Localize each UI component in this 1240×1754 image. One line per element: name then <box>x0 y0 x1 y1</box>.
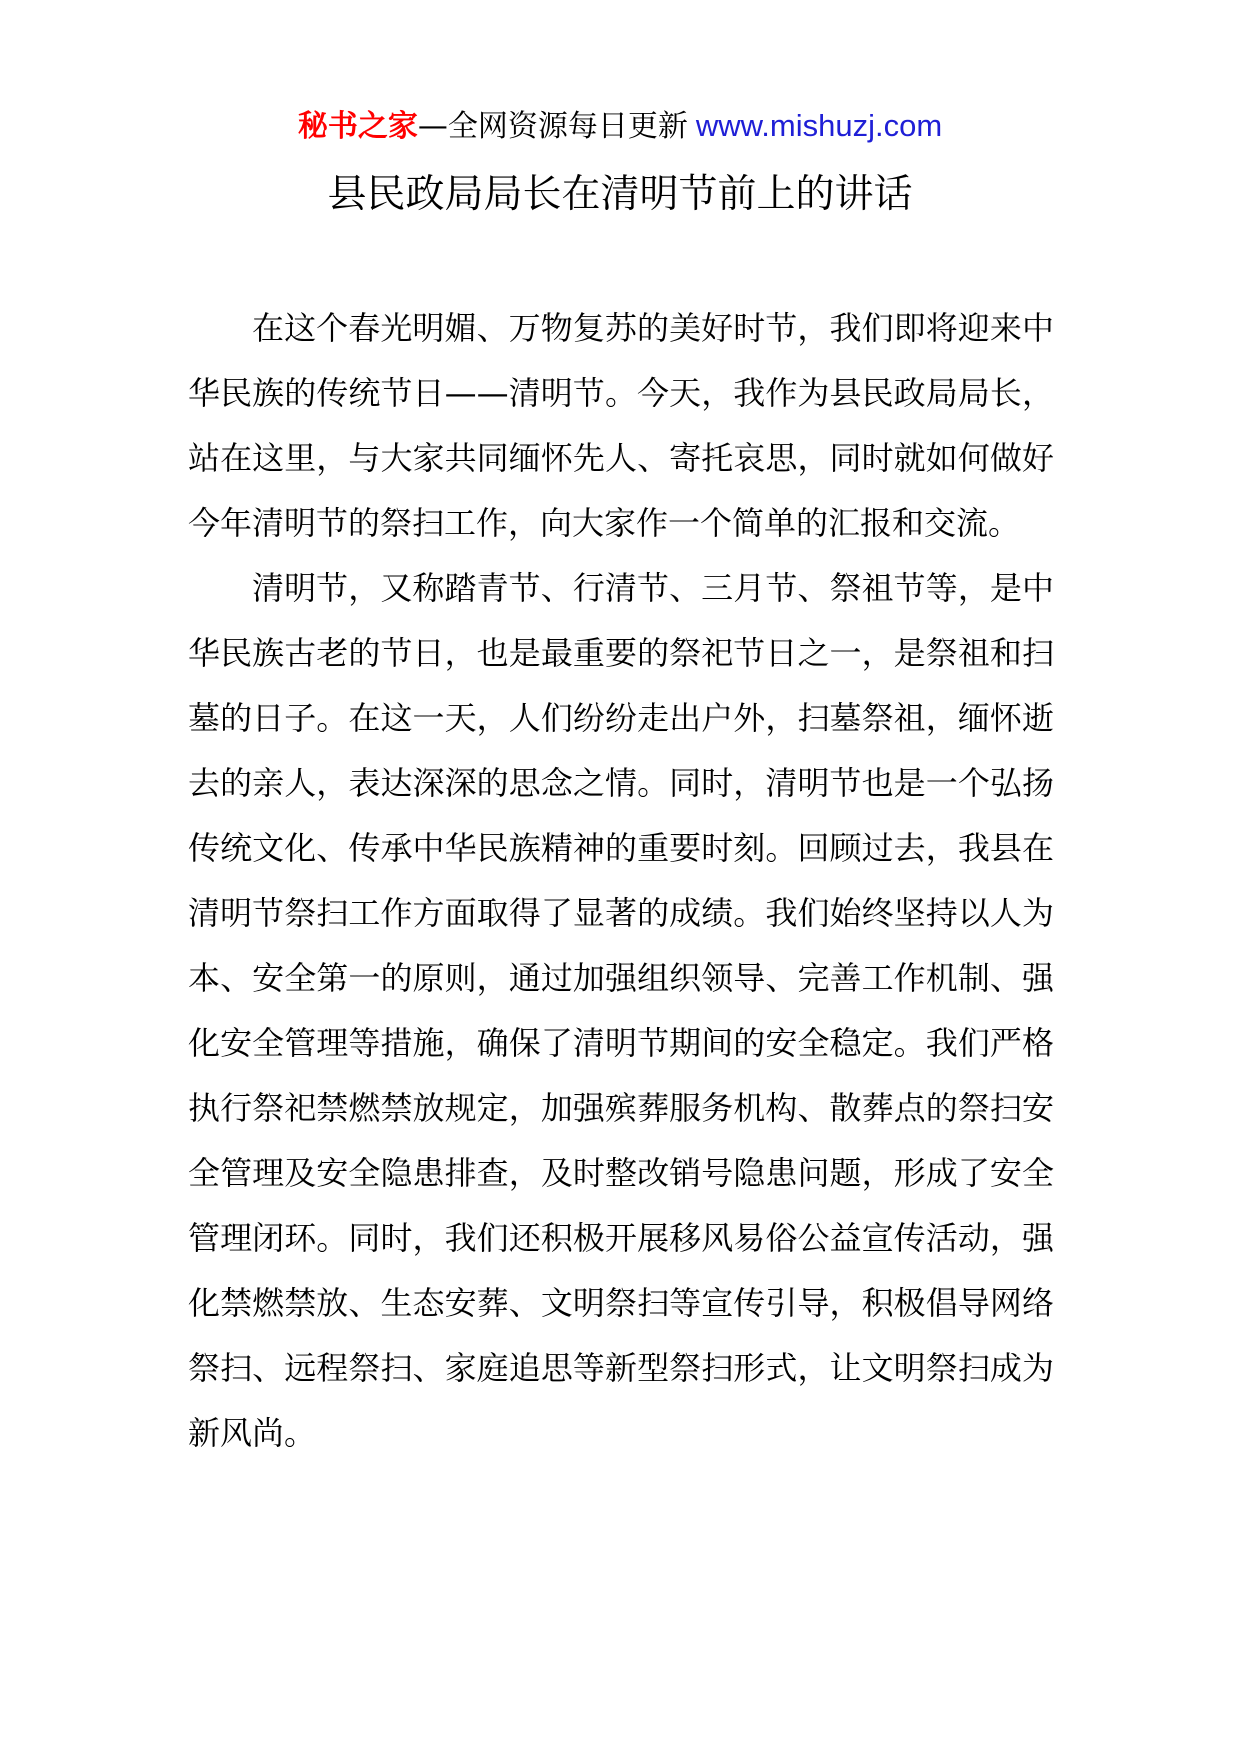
paragraph-1: 在这个春光明媚、万物复苏的美好时节，我们即将迎来中华民族的传统节日——清明节。今天，我作为县民政局局长，站在这里，与大家共同缅怀先人、寄托哀思，同时就如何做好今年清明节的祭扫工作，向大家作一个简单的汇报和交流。 <box>188 309 1054 542</box>
site-tagline: —全网资源每日更新 <box>417 109 688 144</box>
site-url-link[interactable]: www.mishuzj.com <box>695 108 943 143</box>
document-body <box>188 296 1054 1466</box>
site-header <box>0 104 1240 149</box>
paragraph-2: 清明节，又称踏青节、行清节、三月节、祭祖节等，是中华民族古老的节日，也是最重要的祭祀节日之一，是祭祖和扫墓的日子。在这一天，人们纷纷走出户外，扫墓祭祖，缅怀逝去的亲人，表达深深的思念之情。同时，清明节也是一个弘扬传统文化、传承中华民族精神的重要时刻。回顾过去，我县在清明节祭扫工作方面取得了显著的成绩。我们始终坚持以人为本、安全第一的原则，通过加强组织领导、完善工作机制、强化安全管理等措施，确保了清明节期间的安全稳定。我们严格执行祭祀禁燃禁放规定，加强殡葬服务机构、散葬点的祭扫安全管理及安全隐患排查，及时整改销号隐患问题，形成了安全管理闭环。同时，我们还积极开展移风易俗公益宣传活动，强化禁燃禁放、生态安葬、文明祭扫等宣传引导，积极倡导网络祭扫、远程祭扫、家庭追思等新型祭扫形式，让文明祭扫成为新风尚。 <box>188 569 1054 1452</box>
document-title: 县民政局局长在清明节前上的讲话 <box>327 172 913 217</box>
site-brand: 秘书之家 <box>297 109 418 144</box>
